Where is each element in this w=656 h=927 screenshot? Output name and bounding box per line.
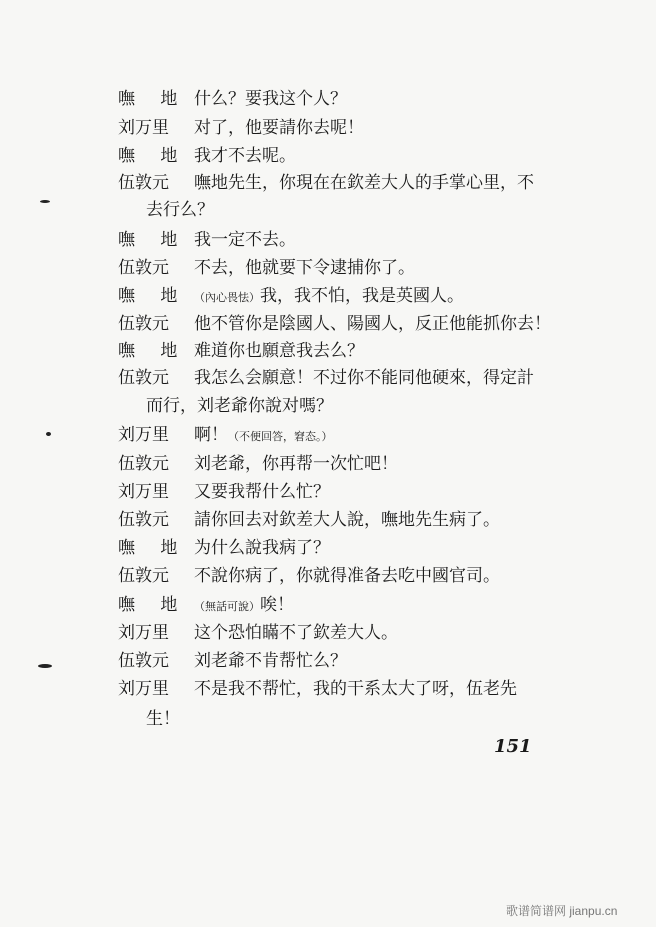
speaker-name: 刘万里 — [118, 623, 169, 643]
speaker-name: 嘸 地 — [118, 146, 188, 166]
dialog-line — [118, 229, 558, 251]
dialog-text: 請你回去对欽差大人說，嘸地先生病了。 — [194, 510, 500, 530]
speaker-name: 伍敦元 — [118, 314, 169, 334]
dialog-continuation: 而行，刘老爺你說对嗎？ — [146, 396, 333, 416]
dialog-line — [118, 313, 558, 335]
speaker-name: 刘万里 — [118, 482, 169, 502]
dialog-text: 不說你病了，你就得准备去吃中國官司。 — [194, 566, 500, 586]
dialog-text: 啊！ — [194, 425, 228, 445]
dialog-text: 我怎么会願意！不过你不能同他硬來，得定計 — [194, 368, 534, 388]
speaker-name: 嘸 地 — [118, 286, 188, 306]
dialog-line — [118, 481, 558, 503]
dialog-text: 这个恐怕瞞不了欽差大人。 — [194, 623, 398, 643]
dialog-text: 又要我帮什么忙？ — [194, 482, 330, 502]
dialog-line — [118, 117, 558, 139]
stage-direction: （內心畏怯） — [194, 291, 260, 304]
dialog-line — [118, 367, 558, 389]
dialog-text: 他不管你是陰國人、陽國人，反正他能抓你去！ — [194, 314, 551, 334]
dialog-text: 对了，他要請你去呢！ — [194, 118, 364, 138]
dialog-line — [118, 172, 558, 194]
dialog-line — [118, 650, 558, 672]
speaker-name: 刘万里 — [118, 679, 169, 699]
ink-mark — [46, 432, 51, 436]
dialog-line — [118, 145, 558, 167]
speaker-name: 嘸 地 — [118, 230, 188, 250]
dialog-line — [118, 453, 558, 475]
dialog-text: 为什么說我病了？ — [194, 538, 330, 558]
dialog-text: 我一定不去。 — [194, 230, 296, 250]
dialog-line — [118, 509, 558, 531]
speaker-name: 伍敦元 — [118, 510, 169, 530]
speaker-name: 伍敦元 — [118, 173, 169, 193]
speaker-name: 嘸 地 — [118, 538, 188, 558]
dialog-line — [118, 678, 558, 700]
dialog-line — [118, 565, 558, 587]
dialog-text: 嘸地先生，你現在在欽差大人的手掌心里，不 — [194, 173, 534, 193]
dialog-line — [118, 257, 558, 279]
dialog-text: 不去，他就要下令逮捕你了。 — [194, 258, 415, 278]
speaker-name: 伍敦元 — [118, 454, 169, 474]
dialog-line — [118, 88, 558, 110]
dialog-line — [118, 537, 558, 559]
dialog-text: 刘老爺，你再帮一次忙吧！ — [194, 454, 398, 474]
speaker-name: 嘸 地 — [118, 341, 188, 361]
dialog-text: 刘老爺不肯帮忙么？ — [194, 651, 347, 671]
speaker-name: 刘万里 — [118, 118, 169, 138]
speaker-name: 刘万里 — [118, 425, 169, 445]
speaker-name: 伍敦元 — [118, 368, 169, 388]
page-number: 151 — [494, 736, 532, 757]
ink-mark — [40, 200, 50, 203]
ink-mark — [38, 664, 52, 668]
dialog-text: 什么？要我这个人？ — [194, 89, 347, 109]
dialog-line — [118, 340, 558, 362]
dialog-continuation: 去行么？ — [146, 200, 214, 220]
stage-direction: （不便回答，窘态。） — [228, 430, 333, 443]
speaker-name: 嘸 地 — [118, 595, 188, 615]
dialog-line — [118, 622, 558, 644]
dialog-text: 不是我不帮忙，我的干系太大了呀，伍老先 — [194, 679, 517, 699]
dialog-line — [118, 424, 558, 448]
speaker-name: 伍敦元 — [118, 566, 169, 586]
dialog-text: 唉！ — [260, 595, 294, 615]
dialog-continuation: 生！ — [146, 709, 180, 729]
dialog-text: 难道你也願意我去么？ — [194, 341, 364, 361]
dialog-line — [118, 285, 558, 309]
dialog-text: 我，我不怕，我是英國人。 — [260, 286, 464, 306]
speaker-name: 伍敦元 — [118, 258, 169, 278]
stage-direction: （無話可說） — [194, 600, 260, 613]
dialog-line — [118, 594, 558, 618]
speaker-name: 嘸 地 — [118, 89, 188, 109]
speaker-name: 伍敦元 — [118, 651, 169, 671]
watermark: 歌谱简谱网 jianpu.cn — [506, 904, 618, 918]
dialog-text: 我才不去呢。 — [194, 146, 296, 166]
